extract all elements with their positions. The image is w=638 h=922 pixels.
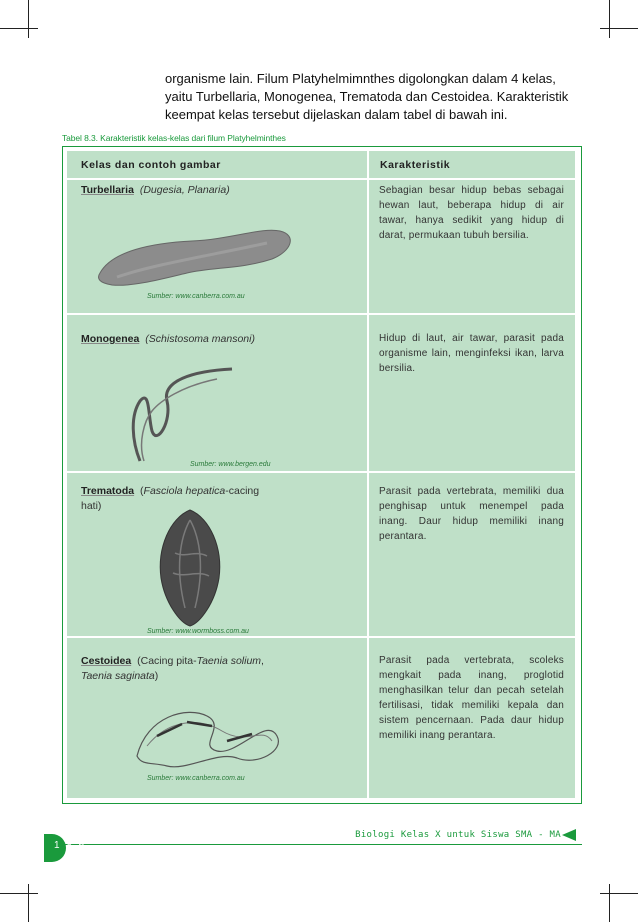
image-source: Sumber: www.bergen.edu	[190, 461, 271, 468]
class-examples-italic: Taenia saginata	[81, 670, 155, 682]
class-title: Cestoidea	[81, 655, 132, 667]
row-divider	[67, 636, 575, 638]
class-name-turbellaria	[81, 183, 281, 198]
header-class: Kelas dan contoh gambar	[81, 159, 221, 171]
class-examples-prefix: (	[140, 485, 144, 497]
image-source: Sumber: www.canberra.com.au	[147, 775, 245, 782]
crop-mark	[600, 893, 638, 894]
book-title: Biologi Kelas X untuk Siswa SMA - MA	[355, 830, 561, 840]
characteristics-table	[67, 151, 575, 798]
class-examples-suffix: -cacing hati)	[81, 485, 260, 512]
class-title: Trematoda	[81, 485, 135, 497]
class-examples: (Dugesia, Planaria)	[139, 184, 230, 196]
crop-mark	[609, 0, 610, 38]
page-number: 1 8 6	[54, 840, 87, 851]
intro-line: keempat kelas tersebut dijelaskan dalam tabel di bawah ini.	[165, 107, 508, 122]
crop-mark	[0, 893, 38, 894]
crop-mark	[0, 28, 38, 29]
column-divider	[367, 151, 369, 798]
class-title: Turbellaria	[81, 184, 134, 196]
class-title: Monogenea	[81, 333, 140, 345]
class-examples-prefix: (Cacing pita-	[137, 655, 197, 667]
footer-arrow-icon	[562, 829, 576, 841]
class-examples-suffix: )	[154, 670, 159, 682]
schistosoma-image	[122, 361, 242, 471]
planaria-image	[92, 221, 302, 291]
image-source: Sumber: www.wormboss.com.au	[147, 628, 249, 635]
class-examples-mid: ,	[261, 655, 264, 667]
description-turbellaria: Sebagian besar hidup bebas sebagai hewan laut, beberapa hidup di air tawar, hanya sedikit yang hidup di darat, permukaan tubuh bersilia.	[379, 185, 564, 241]
intro-line: organisme lain. Filum Platyhelmimnthes digolongkan dalam 4 kelas,	[165, 71, 556, 86]
fasciola-image	[155, 508, 225, 628]
intro-line: yaitu Turbellaria, Monogenea, Trematoda dan Cestoidea. Karakteristik	[165, 89, 569, 104]
header-characteristic: Karakteristik	[380, 159, 451, 171]
table-caption: Tabel 8.3. Karakteristik kelas-kelas dari filum Platyhelminthes	[62, 133, 286, 143]
crop-mark	[609, 884, 610, 922]
row-divider	[67, 471, 575, 473]
crop-mark	[600, 28, 638, 29]
class-name-cestoidea	[81, 654, 271, 684]
class-examples-italic: Fasciola hepatica	[143, 485, 226, 497]
class-examples-italic: Taenia solium	[196, 655, 262, 667]
description-cestoidea: Parasit pada vertebrata, scoleks mengkait pada inang, proglotid menghasilkan telur dan pecah setelah fertilisasi, tidak memiliki kepala dan sistem pencernaan. Pada daur hidup memiliki inang perantara.	[379, 655, 564, 741]
crop-mark	[28, 0, 29, 38]
class-name-monogenea	[81, 332, 281, 347]
image-source: Sumber: www.canberra.com.au	[147, 293, 245, 300]
taenia-image	[127, 696, 287, 776]
intro-paragraph	[165, 70, 585, 124]
description-trematoda: Parasit pada vertebrata, memiliki dua penghisap untuk menempel pada inang. Daur hidup memiliki inang perantara.	[379, 486, 564, 542]
row-divider	[67, 313, 575, 315]
crop-mark	[28, 884, 29, 922]
description-monogenea: Hidup di laut, air tawar, parasit pada organisme lain, menginfeksi ikan, larva bersilia.	[379, 333, 564, 374]
class-examples: (Schistosoma mansoni)	[145, 333, 255, 345]
footer-rule	[62, 844, 582, 845]
